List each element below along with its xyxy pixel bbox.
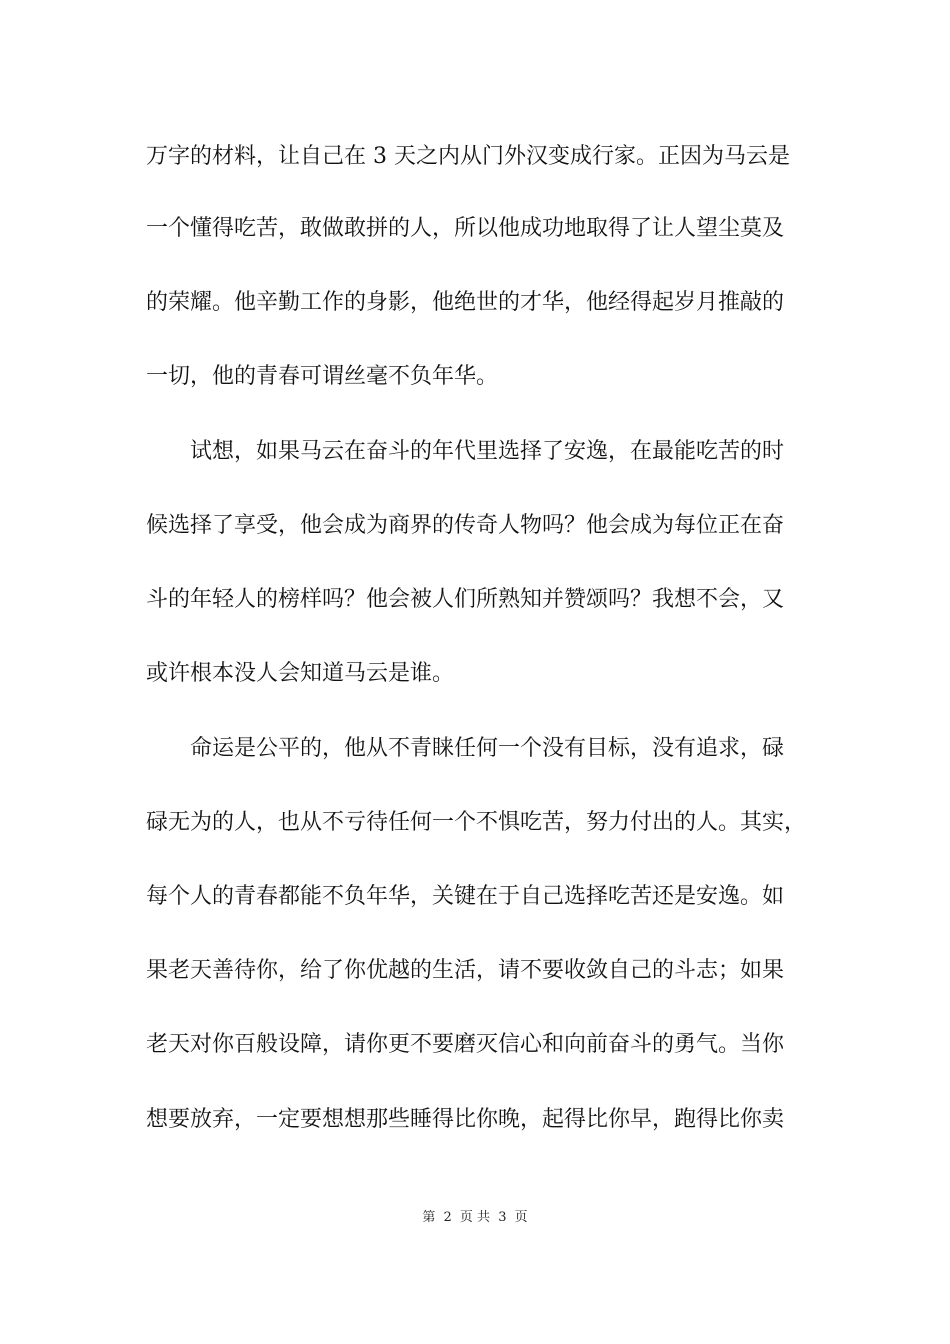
paragraph-1-line-1: 万字的材料，让自己在 3 天之内从门外汉变成行家。正因为马云是 (146, 144, 790, 169)
paragraph-3-line-2: 碌无为的人，也从不亏待任何一个不惧吃苦，努力付出的人。其实， (146, 810, 807, 835)
paragraph-2-line-3: 斗的年轻人的榜样吗？他会被人们所熟知并赞颂吗？我想不会，又 (146, 587, 785, 612)
paragraph-2-line-1: 试想，如果马云在奋斗的年代里选择了安逸，在最能吃苦的时 (190, 439, 785, 464)
paragraph-3-line-3: 每个人的青春都能不负年华，关键在于自己选择吃苦还是安逸。如 (146, 884, 785, 909)
paragraph-3-line-5: 老天对你百般设障，请你更不要磨灭信心和向前奋斗的勇气。当你 (146, 1032, 785, 1057)
paragraph-1-line-2: 一个懂得吃苦，敢做敢拼的人，所以他成功地取得了让人望尘莫及 (146, 216, 785, 241)
paragraph-1-line-4: 一切，他的青春可谓丝毫不负年华。 (146, 364, 499, 389)
page-footer (0, 1208, 950, 1228)
footer-current-page: 2 (443, 1210, 452, 1225)
paragraph-2-line-2: 候选择了享受，他会成为商界的传奇人物吗？他会成为每位正在奋 (146, 513, 785, 538)
footer-total-pages: 3 (498, 1210, 507, 1225)
footer-prefix: 第 (422, 1210, 436, 1225)
footer-middle: 页 共 (459, 1210, 491, 1225)
paragraph-1-line-3: 的荣耀。他辛勤工作的身影，他绝世的才华，他经得起岁月推敲的 (146, 290, 785, 315)
paragraph-2-line-4: 或许根本没人会知道马云是谁。 (146, 661, 455, 686)
footer-suffix: 页 (514, 1210, 528, 1225)
paragraph-3-line-4: 果老天善待你，给了你优越的生活，请不要收敛自己的斗志；如果 (146, 958, 785, 983)
paragraph-3-line-1: 命运是公平的，他从不青睐任何一个没有目标，没有追求，碌 (190, 736, 785, 761)
paragraph-3-line-6: 想要放弃，一定要想想那些睡得比你晚，起得比你早，跑得比你卖 (146, 1107, 785, 1132)
